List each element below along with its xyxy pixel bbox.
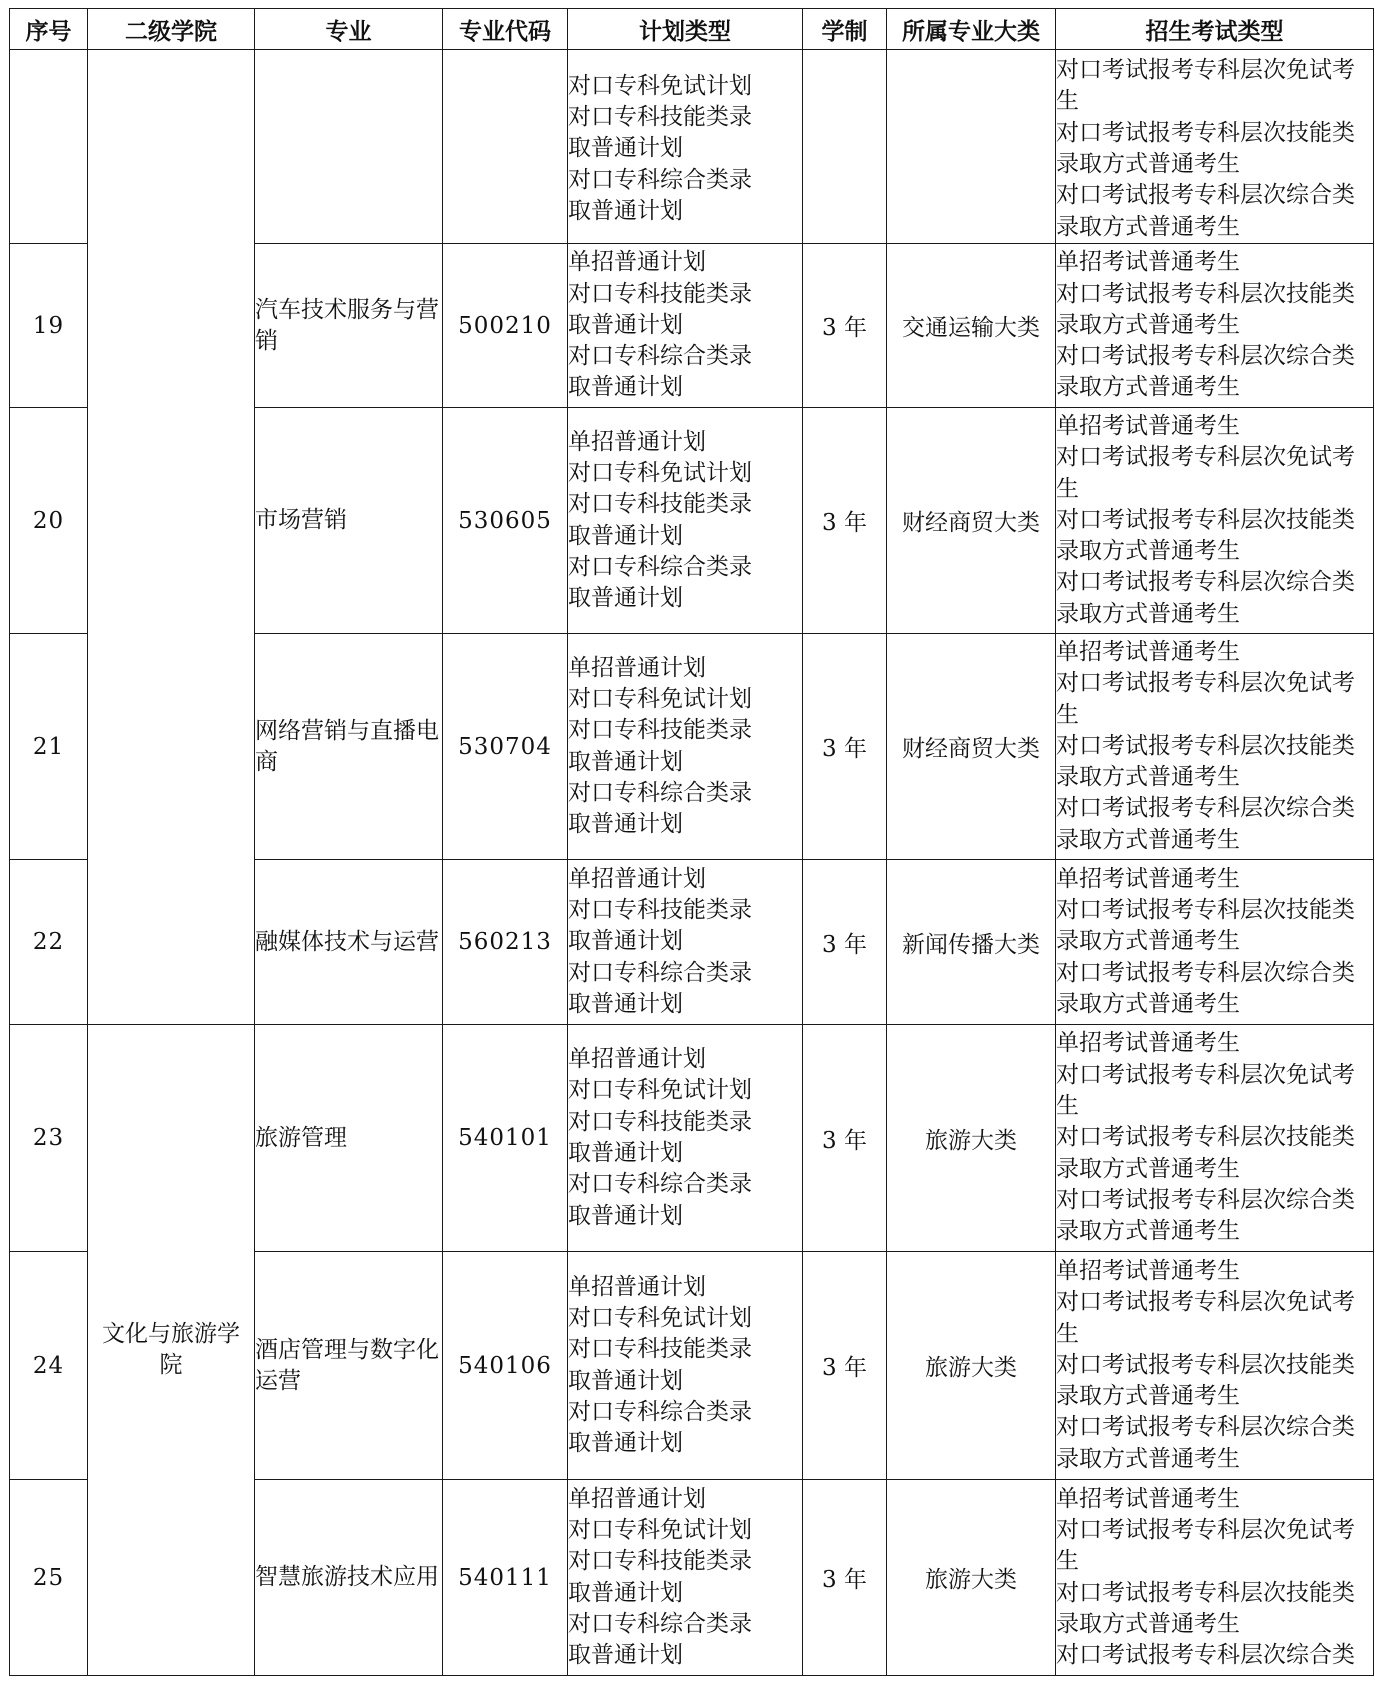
- plan-types-cell: [568, 244, 803, 408]
- exam-type-line: 录取方式普通考生: [1056, 1610, 1240, 1637]
- plan-type-line: 对口专科综合类录: [568, 1171, 752, 1198]
- exam-type-line: 生: [1056, 88, 1079, 115]
- category-cell: 财经商贸大类: [887, 408, 1056, 634]
- header-row: [10, 9, 1374, 50]
- exam-types-cell: [1056, 634, 1374, 860]
- plan-type-line: 取普通计划: [568, 1430, 683, 1457]
- plan-type-line: 取普通计划: [568, 311, 683, 338]
- plan-type-line: 对口专科综合类录: [568, 959, 752, 986]
- plan-type-line: 对口专科技能类录: [568, 1548, 752, 1575]
- college-cell-upper: [88, 50, 255, 1025]
- exam-type-line: 对口考试报考专科层次技能类: [1056, 506, 1355, 533]
- exam-type-line: 录取方式普通考生: [1056, 538, 1240, 565]
- plan-types-cell: [568, 634, 803, 860]
- plan-type-line: 取普通计划: [568, 1367, 683, 1394]
- exam-type-line: 录取方式普通考生: [1056, 928, 1240, 955]
- exam-type-line: 生: [1056, 1548, 1079, 1575]
- college-cell: [88, 1025, 255, 1676]
- plan-type-line: 取普通计划: [568, 748, 683, 775]
- plan-type-line: 取普通计划: [568, 522, 683, 549]
- plan-types-cell: [568, 50, 803, 244]
- plan-type-line: 单招普通计划: [568, 428, 706, 455]
- header-plan-type: 计划类型: [568, 9, 803, 50]
- plan-types-cell: [568, 860, 803, 1025]
- header-duration: 学制: [803, 9, 887, 50]
- plan-type-line: 对口专科技能类录: [568, 280, 752, 307]
- plan-type-line: 对口专科技能类录: [568, 104, 752, 131]
- header-code: 专业代码: [443, 9, 568, 50]
- plan-type-line: 对口专科免试计划: [568, 459, 752, 486]
- seq-cell: 24: [10, 1252, 88, 1480]
- plan-type-line: 对口专科免试计划: [568, 1516, 752, 1543]
- plan-type-line: 对口专科综合类录: [568, 343, 752, 370]
- duration-cell: 3 年: [803, 244, 887, 408]
- plan-type-line: 单招普通计划: [568, 249, 706, 276]
- exam-type-line: 生: [1056, 1093, 1079, 1120]
- exam-type-line: 录取方式普通考生: [1056, 1383, 1240, 1410]
- seq-cell: 20: [10, 408, 88, 634]
- exam-types-cell: [1056, 244, 1374, 408]
- code-cell: 540111: [443, 1480, 568, 1676]
- category-cell: 新闻传播大类: [887, 860, 1056, 1025]
- exam-types-cell: [1056, 860, 1374, 1025]
- exam-type-line: 对口考试报考专科层次免试考: [1056, 1516, 1355, 1543]
- duration-cell: 3 年: [803, 1252, 887, 1480]
- table-row-continuation: [10, 50, 1374, 244]
- exam-types-cell: [1056, 1025, 1374, 1252]
- code-cell: 530605: [443, 408, 568, 634]
- header-exam-type: 招生考试类型: [1056, 9, 1374, 50]
- code-cell: 540106: [443, 1252, 568, 1480]
- exam-type-line: 对口考试报考专科层次综合类: [1056, 182, 1355, 209]
- exam-type-line: 单招考试普通考生: [1056, 1257, 1240, 1284]
- category-cell: 交通运输大类: [887, 244, 1056, 408]
- code-cell: 530704: [443, 634, 568, 860]
- exam-type-line: 对口考试报考专科层次技能类: [1056, 280, 1355, 307]
- plan-types-cell: [568, 1480, 803, 1676]
- category-cell: 财经商贸大类: [887, 634, 1056, 860]
- exam-type-line: 单招考试普通考生: [1056, 1485, 1240, 1512]
- major-cell: 网络营销与直播电商: [255, 634, 443, 860]
- duration-cell: 3 年: [803, 408, 887, 634]
- exam-type-line: 单招考试普通考生: [1056, 412, 1240, 439]
- exam-type-line: 对口考试报考专科层次免试考: [1056, 1289, 1355, 1316]
- exam-type-line: 录取方式普通考生: [1056, 600, 1240, 627]
- plan-types-cell: [568, 408, 803, 634]
- exam-types-cell: [1056, 1480, 1374, 1676]
- header-college: 二级学院: [88, 9, 255, 50]
- plan-type-line: 取普通计划: [568, 1642, 683, 1669]
- plan-type-line: 对口专科技能类录: [568, 717, 752, 744]
- seq-cell: [10, 50, 88, 244]
- duration-cell: [803, 50, 887, 244]
- exam-type-line: 对口考试报考专科层次综合类: [1056, 1414, 1355, 1441]
- exam-type-line: 对口考试报考专科层次技能类: [1056, 1351, 1355, 1378]
- major-cell: 市场营销: [255, 408, 443, 634]
- header-major: 专业: [255, 9, 443, 50]
- exam-types-cell: [1056, 50, 1374, 244]
- code-cell: 500210: [443, 244, 568, 408]
- exam-type-line: 生: [1056, 701, 1079, 728]
- exam-type-line: 对口考试报考专科层次综合类: [1056, 343, 1355, 370]
- plan-type-line: 对口专科综合类录: [568, 1610, 752, 1637]
- plan-type-line: 对口专科综合类录: [568, 779, 752, 806]
- plan-type-line: 取普通计划: [568, 811, 683, 838]
- code-cell: 540101: [443, 1025, 568, 1252]
- exam-type-line: 对口考试报考专科层次免试考: [1056, 444, 1355, 471]
- exam-type-line: 录取方式普通考生: [1056, 311, 1240, 338]
- exam-type-line: 对口考试报考专科层次综合类: [1056, 795, 1355, 822]
- plan-type-line: 对口专科综合类录: [568, 166, 752, 193]
- exam-type-line: 录取方式普通考生: [1056, 990, 1240, 1017]
- exam-type-line: 单招考试普通考生: [1056, 638, 1240, 665]
- plan-type-line: 单招普通计划: [568, 865, 706, 892]
- exam-type-line: 单招考试普通考生: [1056, 249, 1240, 276]
- exam-type-line: 录取方式普通考生: [1056, 151, 1240, 177]
- plan-type-line: 对口专科技能类录: [568, 1336, 752, 1363]
- exam-type-line: 对口考试报考专科层次免试考: [1056, 670, 1355, 697]
- plan-type-line: 取普通计划: [568, 374, 683, 401]
- code-cell: [443, 50, 568, 244]
- plan-type-line: 取普通计划: [568, 928, 683, 955]
- exam-type-line: 录取方式普通考生: [1056, 826, 1240, 853]
- exam-type-line: 对口考试报考专科层次技能类: [1056, 732, 1355, 759]
- plan-type-line: 单招普通计划: [568, 1046, 706, 1073]
- plan-types-cell: [568, 1025, 803, 1252]
- exam-type-line: 对口考试报考专科层次综合类: [1056, 1186, 1355, 1213]
- major-cell: 融媒体技术与运营: [255, 860, 443, 1025]
- plan-type-line: 取普通计划: [568, 197, 683, 224]
- category-cell: 旅游大类: [887, 1025, 1056, 1252]
- plan-type-line: 取普通计划: [568, 1140, 683, 1166]
- plan-types-cell: [568, 1252, 803, 1480]
- plan-type-line: 取普通计划: [568, 1579, 683, 1606]
- plan-type-line: 单招普通计划: [568, 654, 706, 681]
- plan-type-line: 对口专科技能类录: [568, 491, 752, 518]
- major-cell: 汽车技术服务与营销: [255, 244, 443, 408]
- seq-cell: 25: [10, 1480, 88, 1676]
- code-cell: 560213: [443, 860, 568, 1025]
- exam-type-line: 单招考试普通考生: [1056, 1030, 1240, 1057]
- exam-type-line: 对口考试报考专科层次技能类: [1056, 1579, 1355, 1606]
- plan-type-line: 对口专科免试计划: [568, 1304, 752, 1331]
- plan-type-line: 取普通计划: [568, 585, 683, 612]
- plan-type-line: 取普通计划: [568, 1202, 683, 1229]
- exam-type-line: 对口考试报考专科层次免试考: [1056, 57, 1355, 84]
- exam-type-line: 对口考试报考专科层次免试考: [1056, 1061, 1355, 1088]
- exam-type-line: 录取方式普通考生: [1056, 374, 1240, 401]
- exam-type-line: 对口考试报考专科层次技能类: [1056, 897, 1355, 924]
- plan-type-line: 对口专科免试计划: [568, 72, 752, 99]
- duration-cell: 3 年: [803, 1025, 887, 1252]
- exam-types-cell: [1056, 1252, 1374, 1480]
- plan-type-line: 对口专科免试计划: [568, 1077, 752, 1104]
- major-cell: 酒店管理与数字化运营: [255, 1252, 443, 1480]
- major-cell: 旅游管理: [255, 1025, 443, 1252]
- exam-type-line: 录取方式普通考生: [1056, 213, 1240, 240]
- exam-type-line: 录取方式普通考生: [1056, 1155, 1240, 1182]
- major-cell: [255, 50, 443, 244]
- plan-type-line: 单招普通计划: [568, 1273, 706, 1300]
- seq-cell: 23: [10, 1025, 88, 1252]
- plan-type-line: 对口专科技能类录: [568, 1108, 752, 1135]
- seq-cell: 21: [10, 634, 88, 860]
- seq-cell: 22: [10, 860, 88, 1025]
- exam-type-line: 生: [1056, 1320, 1079, 1347]
- plan-type-line: 对口专科综合类录: [568, 1398, 752, 1425]
- exam-type-line: 对口考试报考专科层次技能类: [1056, 1124, 1355, 1151]
- plan-type-line: 对口专科免试计划: [568, 685, 752, 712]
- plan-type-line: 取普通计划: [568, 135, 683, 162]
- seq-cell: 19: [10, 244, 88, 408]
- duration-cell: 3 年: [803, 634, 887, 860]
- plan-type-line: 取普通计划: [568, 990, 683, 1017]
- exam-type-line: 单招考试普通考生: [1056, 865, 1240, 892]
- exam-types-cell: [1056, 408, 1374, 634]
- exam-type-line: 录取方式普通考生: [1056, 764, 1240, 791]
- exam-type-line: 对口考试报考专科层次综合类: [1056, 1642, 1355, 1669]
- exam-type-line: 生: [1056, 475, 1079, 502]
- duration-cell: 3 年: [803, 860, 887, 1025]
- category-cell: 旅游大类: [887, 1480, 1056, 1676]
- exam-type-line: 对口考试报考专科层次综合类: [1056, 569, 1355, 596]
- duration-cell: 3 年: [803, 1480, 887, 1676]
- plan-type-line: 对口专科综合类录: [568, 553, 752, 580]
- category-cell: [887, 50, 1056, 244]
- exam-type-line: 录取方式普通考生: [1056, 1445, 1240, 1472]
- enrollment-plan-table: [9, 8, 1374, 1676]
- table-row: [10, 1025, 1374, 1252]
- header-seq: 序号: [10, 9, 88, 50]
- category-cell: 旅游大类: [887, 1252, 1056, 1480]
- header-category: 所属专业大类: [887, 9, 1056, 50]
- plan-type-line: 对口专科技能类录: [568, 897, 752, 924]
- major-cell: 智慧旅游技术应用: [255, 1480, 443, 1676]
- exam-type-line: 对口考试报考专科层次综合类: [1056, 959, 1355, 986]
- plan-type-line: 单招普通计划: [568, 1485, 706, 1512]
- exam-type-line: 对口考试报考专科层次技能类: [1056, 119, 1355, 146]
- college-name: 文化与旅游学院: [102, 1321, 240, 1378]
- exam-type-line: 录取方式普通考生: [1056, 1218, 1240, 1245]
